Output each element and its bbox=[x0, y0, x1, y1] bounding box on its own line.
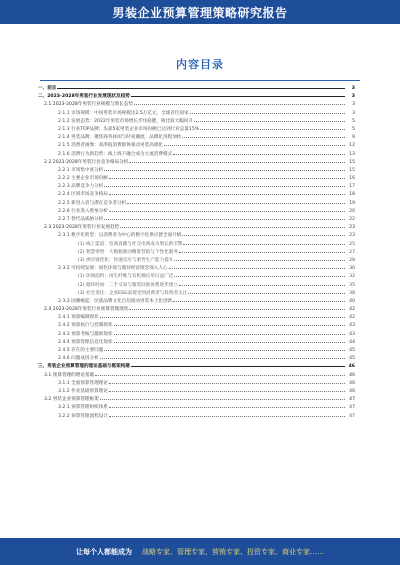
toc-entry-page-number: 27 bbox=[349, 249, 355, 255]
toc-leader-dots bbox=[100, 355, 345, 359]
toc-entry-page-number: 18 bbox=[349, 192, 355, 198]
toc-entry[interactable] bbox=[38, 314, 355, 322]
toc-entry-page-number: 47 bbox=[349, 397, 355, 403]
toc-entry-label: 2.4.1 预算编制现状 bbox=[58, 315, 99, 321]
report-footer-bar bbox=[0, 538, 400, 565]
toc-entry-label: (2) 智慧零售：大数据驱动精准营销与个性化服务 bbox=[78, 249, 178, 255]
toc-leader-dots bbox=[109, 404, 345, 408]
toc-entry-page-number: 13 bbox=[349, 151, 355, 157]
toc-entry[interactable] bbox=[38, 175, 355, 183]
toc-entry-label: 2.3.2 可持续发展：绿色环保与循环经济理念深入人心 bbox=[58, 266, 168, 272]
toc-leader-dots bbox=[109, 413, 345, 417]
toc-entry[interactable] bbox=[38, 151, 355, 159]
toc-leader-dots bbox=[190, 110, 345, 114]
toc-entry-page-number: 45 bbox=[349, 356, 355, 362]
toc-entry-label: 2.4.2 预算执行与控制现状 bbox=[58, 323, 113, 329]
table-of-contents bbox=[38, 85, 355, 421]
toc-heading-divider bbox=[40, 80, 360, 81]
toc-entry-page-number: 46 bbox=[349, 380, 355, 386]
toc-leader-dots bbox=[134, 101, 345, 105]
toc-entry-label: 2.2.6 行业进入壁垒分析 bbox=[58, 208, 108, 214]
toc-entry[interactable] bbox=[38, 126, 355, 134]
toc-entry[interactable] bbox=[38, 241, 355, 249]
toc-entry-page-number: 23 bbox=[349, 225, 355, 231]
toc-leader-dots bbox=[104, 216, 345, 220]
toc-entry-label: (3) 供应链优化：快速反应与柔性生产能力提升 bbox=[78, 257, 174, 263]
toc-entry-label: 2.1.2 发展态势：2022年男装市场增长步伐稳健，相比较大幅回升 bbox=[58, 118, 194, 124]
toc-leader-dots bbox=[182, 232, 345, 236]
toc-entry-label: 2.1.3 行业TOP品牌：头部5家男装企业市场份额已达到行业总量15% bbox=[58, 126, 200, 132]
toc-leader-dots bbox=[104, 183, 345, 187]
toc-leader-dots bbox=[164, 142, 345, 146]
toc-leader-dots bbox=[114, 339, 346, 343]
toc-entry-page-number: 46 bbox=[348, 364, 355, 370]
toc-entry[interactable] bbox=[38, 216, 355, 224]
toc-leader-dots bbox=[120, 224, 345, 228]
toc-entry-label: 2.3.1 数字化转型：以消费者为中心的数字化供应链全面升级 bbox=[58, 233, 182, 239]
toc-entry[interactable] bbox=[38, 347, 355, 355]
toc-entry-page-number: 47 bbox=[349, 413, 355, 419]
toc-entry-label: 一、前言 bbox=[38, 86, 57, 91]
toc-leader-dots bbox=[57, 85, 345, 89]
toc-entry[interactable] bbox=[38, 331, 355, 339]
toc-entry-label: (3) 社会责任：企业ESG表现受到消费者与投资者关注 bbox=[78, 290, 188, 296]
toc-entry-label: 三、男装企业预算管理的理论基础与框架构建 bbox=[38, 364, 130, 370]
toc-entry[interactable] bbox=[38, 265, 355, 273]
toc-entry-label: 3.1 预算管理的理论基础 bbox=[44, 372, 95, 378]
toc-entry[interactable] bbox=[38, 257, 355, 265]
toc-entry[interactable] bbox=[38, 339, 355, 347]
toc-entry[interactable] bbox=[38, 396, 355, 404]
toc-entry[interactable] bbox=[38, 85, 355, 93]
toc-entry-page-number: 25 bbox=[349, 241, 355, 247]
toc-entry[interactable] bbox=[38, 118, 355, 126]
toc-entry-page-number: 20 bbox=[349, 208, 355, 214]
toc-entry-label: 3.2 男装企业预算管理框架 bbox=[44, 397, 99, 403]
toc-entry-page-number: 3 bbox=[351, 86, 355, 91]
toc-entry[interactable] bbox=[38, 200, 355, 208]
toc-entry[interactable] bbox=[38, 273, 355, 281]
toc-entry-label: 2.2.7 替代品威胁分析 bbox=[58, 217, 104, 222]
toc-entry-page-number: 46 bbox=[349, 372, 355, 378]
toc-entry[interactable] bbox=[38, 224, 355, 232]
toc-entry-label: 2.1.4 男装品牌：聚焦商务休闲与时尚潮流，品牌化进程加快 bbox=[58, 135, 182, 141]
toc-entry-label: 2.2.1 市场集中度分析 bbox=[58, 167, 104, 173]
toc-heading: 内容目录 bbox=[176, 58, 224, 71]
toc-entry-page-number: 23 bbox=[349, 233, 355, 239]
toc-entry[interactable] bbox=[38, 404, 355, 412]
toc-entry-label: 2.3 2023-2028年男装行业发展趋势 bbox=[44, 225, 120, 231]
toc-entry[interactable] bbox=[38, 134, 355, 142]
toc-leader-dots bbox=[182, 134, 345, 138]
toc-leader-dots bbox=[109, 388, 345, 392]
toc-entry[interactable] bbox=[38, 372, 355, 380]
toc-entry-label: (1) 线上渠道：电商直播与社交电商成为增长新引擎 bbox=[78, 241, 183, 247]
toc-entry-page-number: 43 bbox=[349, 323, 355, 329]
toc-entry-page-number: 15 bbox=[349, 167, 355, 173]
toc-entry[interactable] bbox=[38, 208, 355, 216]
toc-entry-page-number: 22 bbox=[349, 217, 355, 222]
toc-entry-page-number: 19 bbox=[349, 200, 355, 206]
toc-entry-page-number: 17 bbox=[349, 184, 355, 190]
toc-entry-page-number: 9 bbox=[352, 135, 355, 141]
toc-entry-page-number: 16 bbox=[349, 176, 355, 182]
toc-leader-dots bbox=[100, 396, 345, 400]
toc-entry-label: 2.2.5 新进入者与潜在竞争者分析 bbox=[58, 200, 127, 206]
toc-entry-page-number: 32 bbox=[349, 274, 355, 280]
report-title: 男装企业预算管理策略研究报告 bbox=[112, 5, 288, 20]
toc-entry[interactable] bbox=[38, 232, 355, 240]
toc-leader-dots bbox=[131, 363, 345, 367]
toc-entry-page-number: 45 bbox=[349, 348, 355, 353]
toc-leader-dots bbox=[104, 347, 345, 351]
footer-slogan: 让每个人都能成为 bbox=[76, 547, 132, 556]
toc-entry[interactable] bbox=[38, 159, 355, 167]
toc-entry[interactable] bbox=[38, 322, 355, 330]
toc-entry-page-number: 3 bbox=[352, 102, 355, 108]
toc-leader-dots bbox=[174, 257, 345, 261]
toc-entry-page-number: 38 bbox=[349, 290, 355, 296]
toc-entry-page-number: 42 bbox=[349, 307, 355, 313]
toc-leader-dots bbox=[95, 372, 345, 376]
toc-entry-label: 2.2 2023-2028年男装行业竞争格局分析 bbox=[44, 159, 129, 165]
toc-entry[interactable] bbox=[38, 167, 355, 175]
toc-entry-page-number: 44 bbox=[349, 339, 355, 345]
toc-leader-dots bbox=[100, 314, 345, 318]
toc-entry[interactable] bbox=[38, 249, 355, 257]
toc-entry-label: 2.1.5 消费者画像：高净值消费群体驱动男装高端化 bbox=[58, 143, 164, 149]
toc-entry-page-number: 15 bbox=[349, 159, 355, 165]
toc-leader-dots bbox=[131, 93, 345, 97]
toc-entry-label: 2.2.4 区域市场竞争格局 bbox=[58, 192, 108, 198]
toc-entry-page-number: 12 bbox=[349, 143, 355, 149]
toc-entry[interactable] bbox=[38, 413, 355, 421]
toc-leader-dots bbox=[179, 249, 345, 253]
toc-entry-label: 2.2.2 主要企业市场份额 bbox=[58, 176, 108, 182]
toc-leader-dots bbox=[169, 265, 345, 269]
toc-leader-dots bbox=[179, 282, 345, 286]
toc-entry-page-number: 5 bbox=[352, 126, 355, 132]
toc-entry[interactable] bbox=[38, 282, 355, 290]
toc-entry[interactable] bbox=[38, 101, 355, 109]
toc-entry-page-number: 3 bbox=[351, 94, 355, 100]
toc-entry[interactable] bbox=[38, 142, 355, 150]
toc-leader-dots bbox=[174, 273, 345, 277]
toc-entry-label: 2.1.6 消费行为新趋势：线上线下融合成为主流消费模式 bbox=[58, 151, 173, 157]
toc-leader-dots bbox=[173, 298, 345, 302]
toc-entry[interactable] bbox=[38, 388, 355, 396]
toc-leader-dots bbox=[109, 208, 345, 212]
toc-entry-label: 3.1.2 作业基础预算理论 bbox=[58, 388, 108, 394]
toc-leader-dots bbox=[173, 151, 345, 155]
toc-entry-label: 2.4.3 预算考核与激励现状 bbox=[58, 331, 113, 337]
toc-entry[interactable] bbox=[38, 380, 355, 388]
toc-entry-page-number: 47 bbox=[349, 405, 355, 411]
toc-leader-dots bbox=[109, 175, 345, 179]
footer-tagline: 战略专家、管理专家、营销专家、投资专家、商业专家…… bbox=[142, 547, 324, 556]
toc-entry-page-number: 42 bbox=[349, 315, 355, 321]
toc-entry[interactable] bbox=[38, 355, 355, 363]
toc-entry-label: (1) 环保面料：再生纤维与有机棉应用日益广泛 bbox=[78, 274, 174, 280]
toc-leader-dots bbox=[129, 306, 345, 310]
toc-entry[interactable] bbox=[38, 306, 355, 314]
toc-leader-dots bbox=[114, 322, 346, 326]
toc-entry[interactable] bbox=[38, 93, 355, 101]
toc-leader-dots bbox=[188, 290, 345, 294]
toc-entry-label: 2.1.1 市场规模：中国男装市场规模达2.5万亿元，全球首位国家 bbox=[58, 110, 189, 116]
toc-leader-dots bbox=[183, 241, 345, 245]
toc-entry-page-number: 28 bbox=[349, 257, 355, 263]
toc-entry-page-number: 3 bbox=[352, 110, 355, 116]
toc-leader-dots bbox=[109, 191, 345, 195]
toc-leader-dots bbox=[104, 167, 345, 171]
toc-entry-label: 2.4.4 预算管理信息化现状 bbox=[58, 339, 113, 345]
toc-entry-page-number: 43 bbox=[349, 331, 355, 337]
toc-leader-dots bbox=[109, 380, 345, 384]
toc-entry-label: 2.4.6 问题成因分析 bbox=[58, 356, 99, 362]
toc-entry-label: 2.2.3 品牌竞争力分析 bbox=[58, 184, 104, 190]
toc-entry[interactable] bbox=[38, 290, 355, 298]
toc-entry-label: 二、2023-2028年男装行业发展现状及趋势 bbox=[38, 94, 130, 100]
toc-entry-page-number: 46 bbox=[349, 388, 355, 394]
toc-entry[interactable] bbox=[38, 191, 355, 199]
toc-entry-page-number: 30 bbox=[349, 266, 355, 272]
toc-entry[interactable] bbox=[38, 110, 355, 118]
toc-entry[interactable] bbox=[38, 298, 355, 306]
toc-entry[interactable] bbox=[38, 183, 355, 191]
toc-entry-label: (2) 循环时尚：二手交易与服装回收体系逐步建立 bbox=[78, 282, 178, 288]
toc-entry-page-number: 40 bbox=[349, 298, 355, 304]
toc-leader-dots bbox=[129, 159, 345, 163]
toc-entry-label: 2.4.5 存在的主要问题 bbox=[58, 348, 104, 353]
toc-entry[interactable] bbox=[38, 363, 355, 371]
toc-entry-label: 2.3.3 国潮崛起：民族品牌文化自信推动男装本土化创新 bbox=[58, 298, 173, 304]
toc-entry-label: 3.2.2 预算管理流程设计 bbox=[58, 413, 108, 419]
toc-entry-label: 3.2.1 预算管理组织体系 bbox=[58, 405, 108, 411]
toc-leader-dots bbox=[194, 118, 345, 122]
toc-entry-label: 2.1 2023-2028年男装行业规模与增长态势 bbox=[44, 102, 133, 108]
toc-leader-dots bbox=[127, 200, 345, 204]
toc-entry-page-number: 35 bbox=[349, 282, 355, 288]
report-header-bar bbox=[0, 0, 400, 24]
toc-entry-label: 3.1.1 全面预算管理理论 bbox=[58, 380, 108, 386]
toc-leader-dots bbox=[200, 126, 345, 130]
toc-entry-label: 2.4 2023-2028年男装行业预算管理现状 bbox=[44, 307, 129, 313]
toc-leader-dots bbox=[114, 331, 346, 335]
toc-entry-page-number: 5 bbox=[352, 118, 355, 124]
